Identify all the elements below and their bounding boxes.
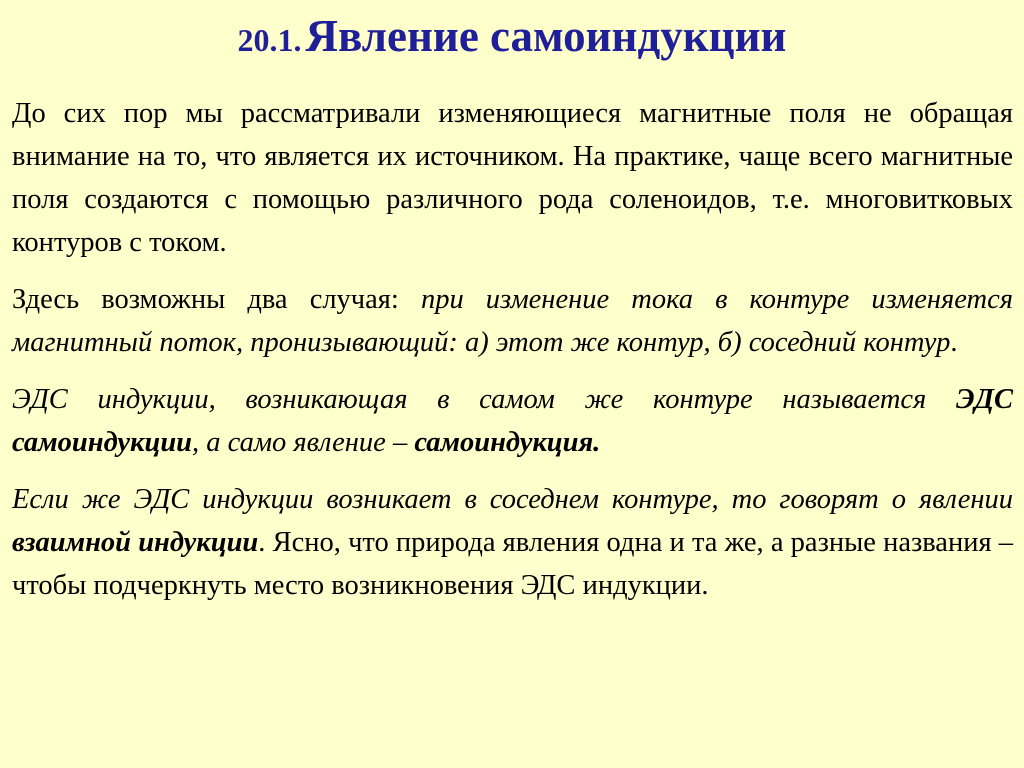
mutual-italic-text: Если же ЭДС индукции возникает в соседнем контуре, то говорят о явлении: [12, 484, 1013, 515]
section-title: Явление самоиндукции: [305, 11, 787, 61]
term-self-induction-emf: ЭДС самоиндукции: [12, 384, 1013, 458]
paragraph-text: До сих пор мы рассматривали изменяющиеся магнитные поля не обращая внимание на то, что является их источником. На практике, чаще всего магнитные поля создаются с помощью различного рода соленоидов, т.е. многовитковых контуров с током.: [12, 98, 1013, 258]
cases-italic-text: при изменение тока в контуре изменяется магнитный поток, пронизывающий: а) этот же контур, б) соседний контур: [12, 284, 1013, 358]
definition-italic-text-2: , а само явление –: [192, 427, 415, 458]
term-mutual-induction: взаимной индукции: [12, 527, 259, 558]
paragraph-mutual-induction: [12, 478, 1013, 607]
paragraph-intro: [12, 92, 1013, 264]
slide-body: [12, 92, 1013, 621]
paragraph-lead-text: Здесь возможны два случая:: [12, 284, 421, 315]
slide-title: [0, 10, 1024, 62]
paragraph-tail-text: .: [950, 327, 958, 358]
definition-italic-text: ЭДС индукции, возникающая в самом же контуре называется: [12, 384, 956, 415]
term-self-induction: самоиндукция.: [414, 427, 601, 458]
paragraph-tail-text: . Ясно, что природа явления одна и та же, а разные названия – чтобы подчеркнуть место возникновения ЭДС индукции.: [12, 527, 1013, 601]
paragraph-two-cases: [12, 278, 1013, 364]
paragraph-self-induction: [12, 378, 1013, 464]
section-number: 20.1.: [237, 22, 302, 58]
